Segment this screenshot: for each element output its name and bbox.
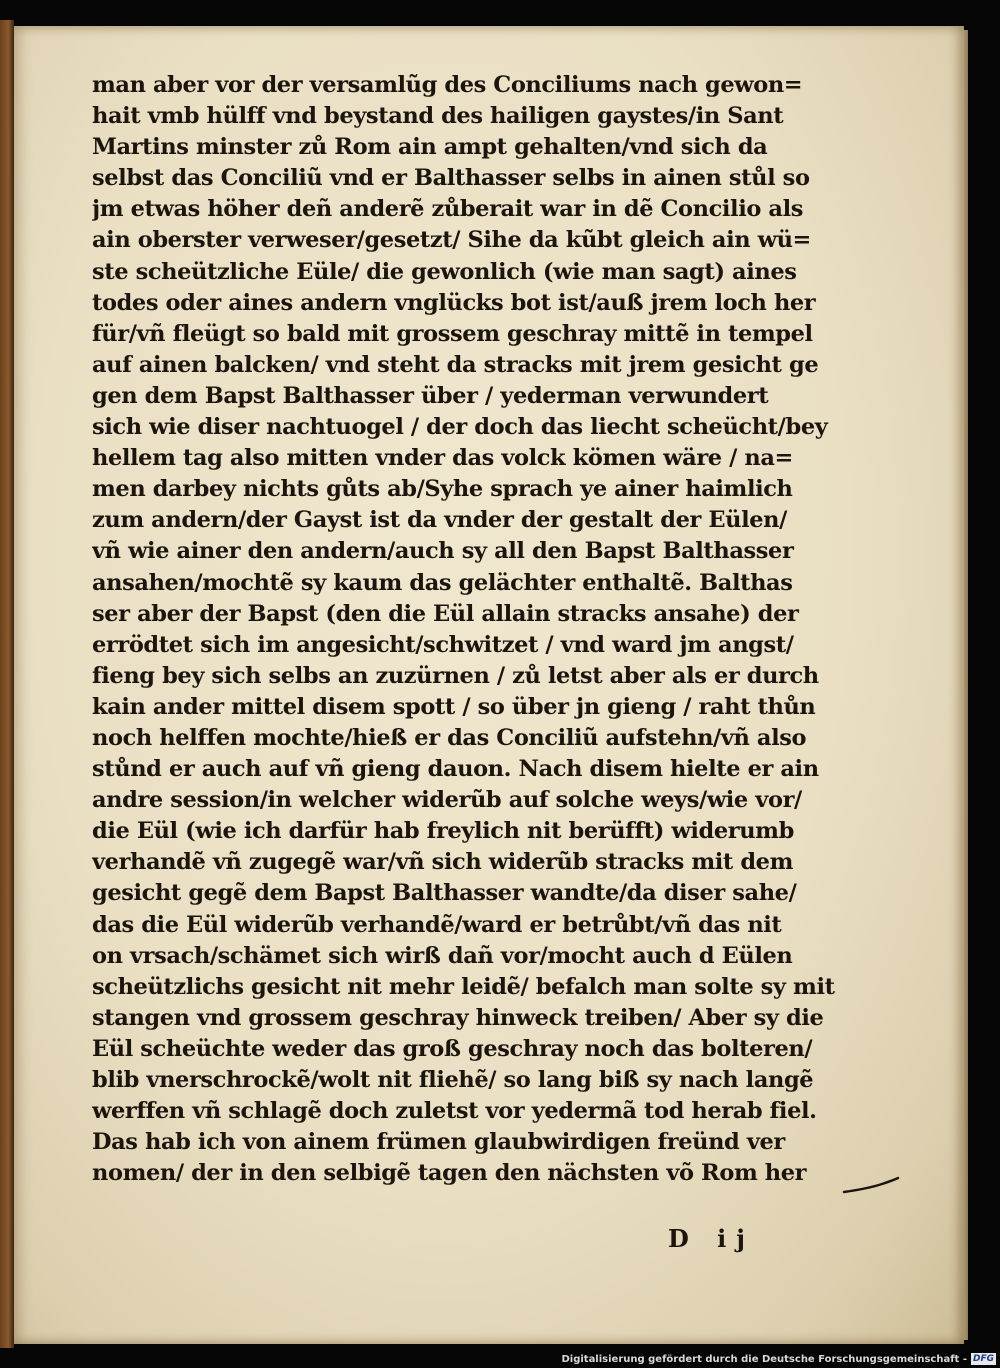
text-line: scheützlichs gesicht nit mehr leidẽ/ befalch man solte sy mit: [92, 973, 835, 1000]
text-line: stůnd er auch auf vñ gieng dauon. Nach disem hielte er ain: [92, 756, 819, 783]
text-line: hait vmb hülff vnd beystand des hailigen gaystes/in Sant: [92, 103, 784, 130]
text-line: gesicht gegẽ dem Bapst Balthasser wandte/da diser sahe/: [92, 880, 797, 907]
text-line: gen dem Bapst Balthasser über / yederman verwundert: [92, 382, 769, 409]
text-line: zum andern/der Gayst ist da vnder der gestalt der Eülen/: [92, 507, 787, 534]
text-line: selbst das Conciliũ vnd er Balthasser selbs in ainen stůl so: [92, 165, 810, 192]
text-line: ain oberster verweser/gesetzt/ Sihe da kũbt gleich ain wü=: [92, 227, 812, 254]
text-line: die Eül (wie ich darfür hab freylich nit berüfft) widerumb: [92, 818, 794, 845]
margin-stroke-mark: [840, 1170, 900, 1210]
text-line: noch helffen mochte/hieß er das Conciliũ aufstehn/vñ also: [92, 724, 807, 751]
signature-mark: D ij: [668, 1224, 755, 1253]
text-line: hellem tag also mitten vnder das volck kömen wäre / na=: [92, 445, 793, 472]
text-line: kain ander mittel disem spott / so über jn gieng / raht thůn: [92, 693, 816, 720]
text-line: sich wie diser nachtuogel / der doch das liecht scheücht/bey: [92, 414, 828, 441]
text-line: ser aber der Bapst (den die Eül allain stracks ansahe) der: [92, 600, 799, 627]
text-line: errödtet sich im angesicht/schwitzet / vnd ward jm angst/: [92, 631, 794, 658]
text-line: jm etwas höher deñ anderẽ zůberait war in dẽ Concilio als: [92, 196, 803, 223]
text-line: fieng bey sich selbs an zuzürnen / zů letst aber als er durch: [92, 662, 819, 689]
text-line: nomen/ der in den selbigẽ tagen den nächsten võ Rom her: [92, 1160, 807, 1187]
text-line: Martins minster zů Rom ain ampt gehalten/vnd sich da: [92, 134, 768, 161]
page-text: [92, 70, 840, 1189]
book-binding: [0, 20, 14, 1348]
text-line: verhandẽ vñ zugegẽ war/vñ sich widerũb stracks mit dem: [92, 849, 794, 876]
text-line: auf ainen balcken/ vnd steht da stracks mit jrem gesicht ge: [92, 351, 819, 378]
text-line: ansahen/mochtẽ sy kaum das gelächter enthaltẽ. Balthas: [92, 569, 793, 596]
text-line: das die Eül widerũb verhandẽ/ward er betrůbt/vñ das nit: [92, 911, 782, 938]
text-line: andre session/in welcher widerũb auf solche weys/wie vor/: [92, 787, 802, 814]
text-line: Das hab ich von ainem frümen glaubwirdigen freünd ver: [92, 1129, 785, 1156]
funding-credit: Digitalisierung gefördert durch die Deutsche Forschungsgemeinschaft -: [561, 1353, 967, 1365]
text-line: vñ wie ainer den andern/auch sy all den Bapst Balthasser: [92, 538, 794, 565]
text-line: werffen vñ schlagẽ doch zuletst vor yedermã tod herab fiel.: [92, 1098, 817, 1125]
text-line: Eül scheüchte weder das groß geschray noch das bolteren/: [92, 1035, 813, 1062]
text-line: stangen vnd grossem geschray hinweck treiben/ Aber sy die: [92, 1004, 824, 1031]
text-line: man aber vor der versamlũg des Conciliums nach gewon=: [92, 72, 803, 98]
text-line: ste scheützliche Eüle/ die gewonlich (wie man sagt) aines: [92, 258, 797, 285]
text-line: für/vñ fleügt so bald mit grossem geschray mittẽ in tempel: [92, 320, 813, 347]
text-line: todes oder aines andern vnglücks bot ist/auß jrem loch her: [92, 289, 816, 316]
text-line: men darbey nichts gůts ab/Syhe sprach ye ainer haimlich: [92, 476, 793, 503]
text-line: blib vnerschrockẽ/wolt nit fliehẽ/ so lang biß sy nach langẽ: [92, 1067, 814, 1093]
digitization-footer: [561, 1352, 996, 1366]
dfg-logo: DFG: [972, 1354, 994, 1364]
text-line: on vrsach/schämet sich wirß dañ vor/mocht auch d Eülen: [92, 942, 793, 969]
